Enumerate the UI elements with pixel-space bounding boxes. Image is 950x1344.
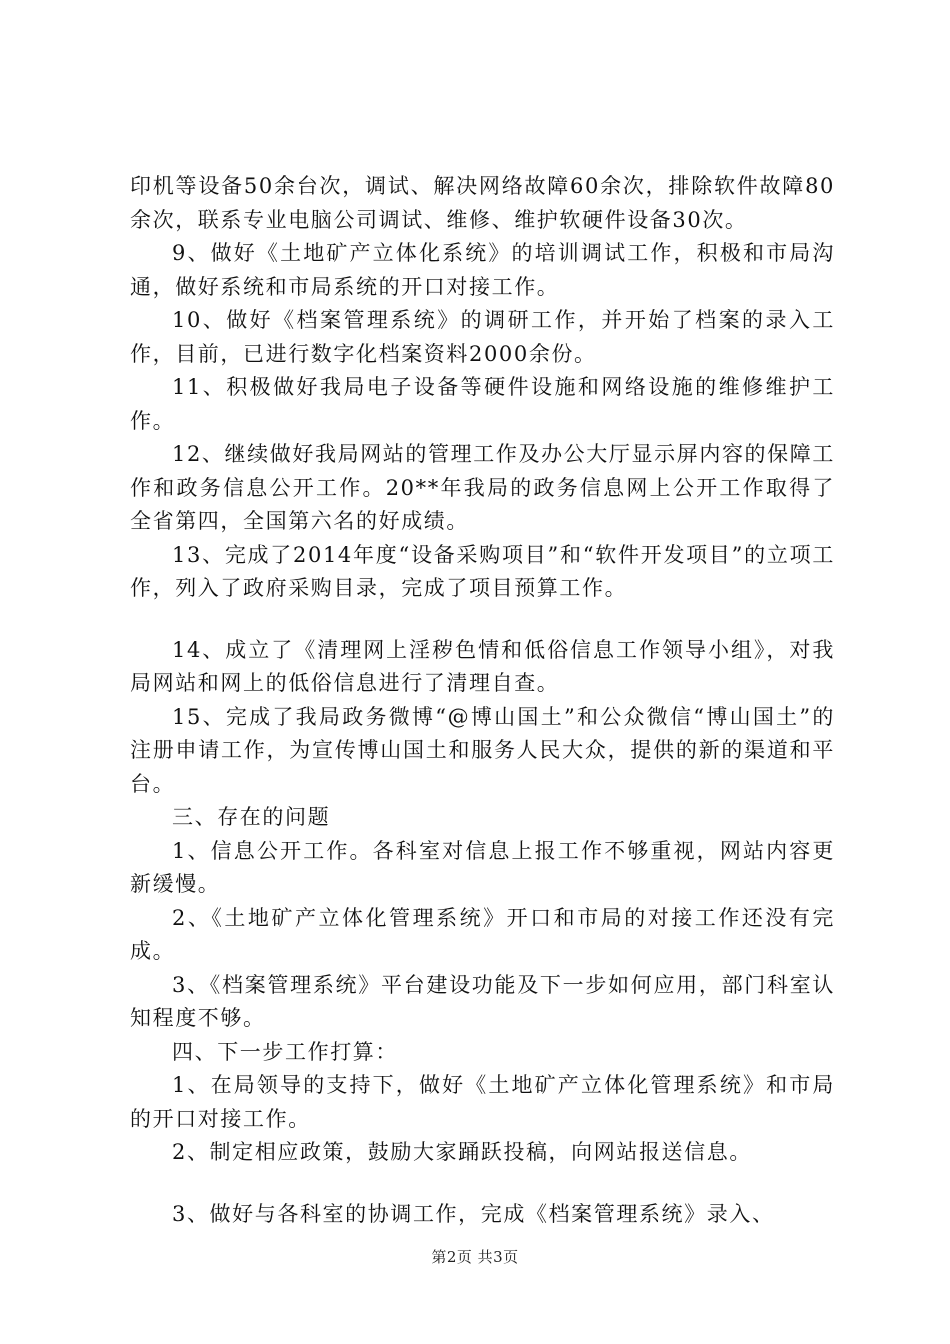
plan-item-1: 1、在局领导的支持下，做好《土地矿产立体化管理系统》和市局的开口对接工作。 (130, 1073, 835, 1131)
paragraph-item-11: 11、积极做好我局电子设备等硬件设施和网络设施的维修维护工作。 (130, 375, 835, 433)
document-body (130, 170, 835, 1231)
paragraph-item-12: 12、继续做好我局网站的管理工作及办公大厅显示屏内容的保障工作和政务信息公开工作。20**年我局的政务信息网上公开工作取得了全省第四，全国第六名的好成绩。 (130, 442, 835, 533)
section-heading-problems: 三、存在的问题 (172, 805, 331, 829)
paragraph-item-10: 10、做好《档案管理系统》的调研工作，并开始了档案的录入工作，目前，已进行数字化档案资料2000余份。 (130, 308, 835, 366)
problem-item-2: 2、《土地矿产立体化管理系统》开口和市局的对接工作还没有完成。 (130, 905, 835, 963)
section-heading-next-steps: 四、下一步工作打算： (172, 1039, 398, 1064)
plan-item-2: 2、制定相应政策，鼓励大家踊跃投稿，向网站报送信息。 (172, 1140, 752, 1164)
problem-item-3: 3、《档案管理系统》平台建设功能及下一步如何应用，部门科室认知程度不够。 (130, 972, 835, 1030)
page-footer: 第2页 共3页 (431, 1248, 519, 1266)
plan-item-3: 3、做好与各科室的协调工作，完成《档案管理系统》录入、 (172, 1201, 775, 1226)
paragraph-item-14: 14、成立了《清理网上淫秽色情和低俗信息工作领导小组》，对我局网站和网上的低俗信息进行了清理自查。 (130, 637, 835, 695)
problem-item-1: 1、信息公开工作。各科室对信息上报工作不够重视，网站内容更新缓慢。 (130, 838, 835, 896)
paragraph-item-9: 9、做好《土地矿产立体化系统》的培训调试工作，积极和市局沟通，做好系统和市局系统的开口对接工作。 (130, 241, 835, 299)
paragraph-item-15: 15、完成了我局政务微博“@博山国土”和公众微信“博山国土”的注册申请工作，为宣传博山国土和服务人民大众，提供的新的渠道和平台。 (130, 704, 835, 796)
paragraph-continued: 印机等设备50余台次，调试、解决网络故障60余次，排除软件故障80余次，联系专业电脑公司调试、维修、维护软硬件设备30次。 (130, 174, 835, 232)
paragraph-item-13: 13、完成了2014年度“设备采购项目”和“软件开发项目”的立项工作，列入了政府采购目录，完成了项目预算工作。 (130, 542, 835, 600)
